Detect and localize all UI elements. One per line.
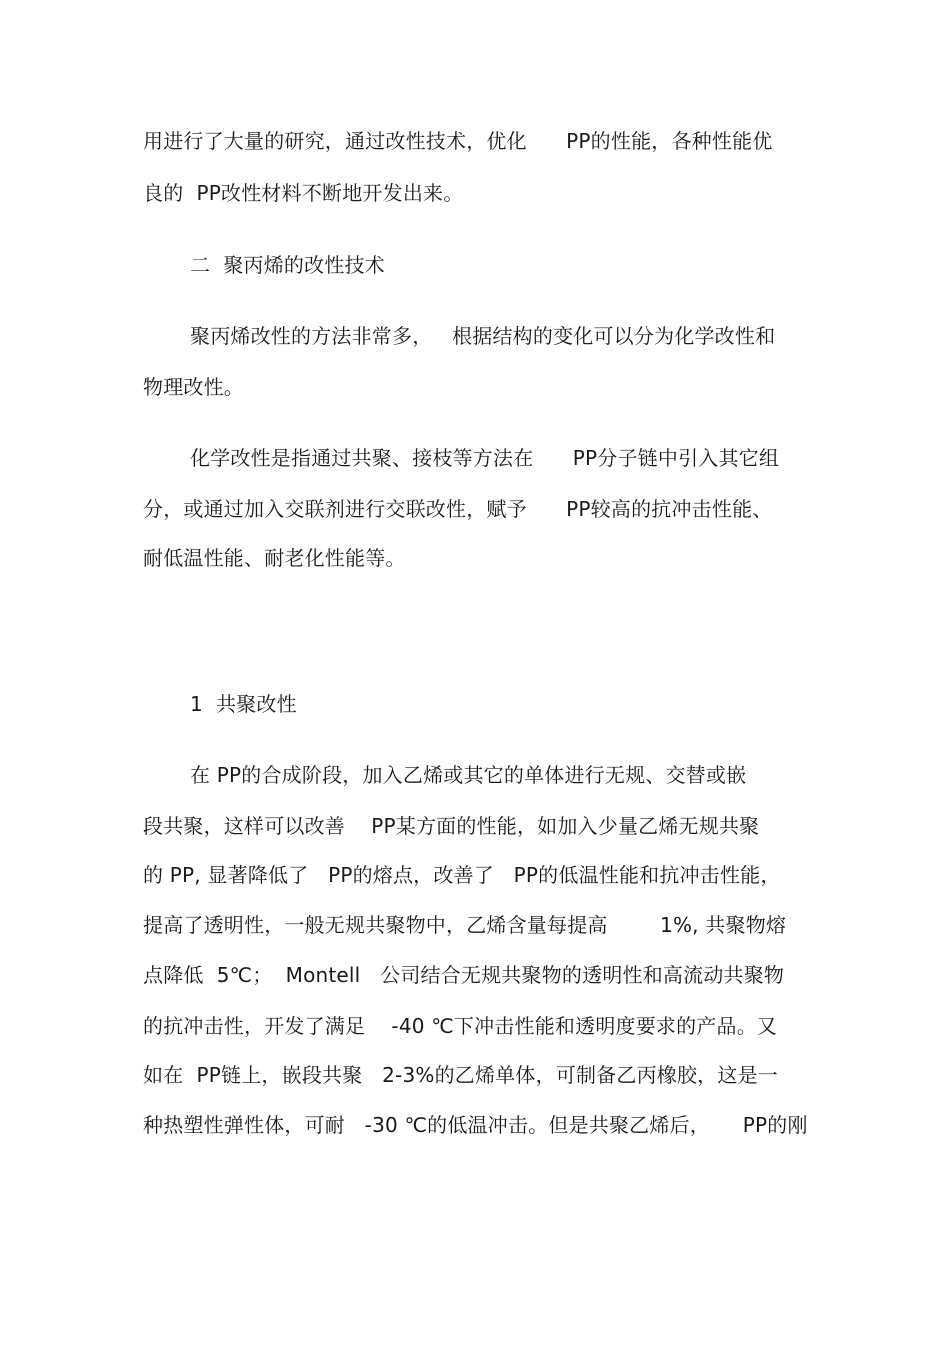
p4-line-7: 如在 PP链上，嵌段共聚 2-3%的乙烯单体，可制备乙丙橡胶，这是一 (143, 1063, 778, 1087)
p4-line-8: 种热塑性弹性体，可耐 -30 ℃的低温冲击。但是共聚乙烯后， PP的刚 (143, 1113, 808, 1137)
p4-line-4: 提高了透明性，一般无规共聚物中，乙烯含量每提高 1%, 共聚物熔 (143, 913, 787, 937)
p4-line-3: 的 PP, 显著降低了 PP的熔点，改善了 PP的低温性能和抗冲击性能， (143, 863, 781, 887)
section-heading-2: 二 聚丙烯的改性技术 (190, 253, 385, 277)
p2-line-2: 物理改性。 (143, 375, 244, 399)
p4-line-2: 段共聚，这样可以改善 PP某方面的性能，如加入少量乙烯无规共聚 (143, 814, 760, 838)
p1-line-1: 用进行了大量的研究，通过改性技术，优化 PP的性能，各种性能优 (143, 129, 773, 153)
p1-line-2: 良的 PP改性材料不断地开发出来。 (143, 181, 464, 205)
section-heading-3: 1 共聚改性 (190, 692, 297, 716)
p3-line-1: 化学改性是指通过共聚、接枝等方法在 PP分子链中引入其它组 (190, 446, 780, 470)
p3-line-3: 耐低温性能、耐老化性能等。 (143, 546, 406, 570)
p2-line-1: 聚丙烯改性的方法非常多， 根据结构的变化可以分为化学改性和 (190, 324, 776, 348)
p4-line-6: 的抗冲击性，开发了满足 -40 ℃下冲击性能和透明度要求的产品。又 (143, 1014, 778, 1038)
p4-line-5: 点降低 5℃； Montell 公司结合无规共聚物的透明性和高流动共聚物 (143, 963, 785, 987)
p4-line-1: 在 PP的合成阶段，加入乙烯或其它的单体进行无规、交替或嵌 (190, 763, 747, 787)
p3-line-2: 分，或通过加入交联剂进行交联改性，赋予 PP较高的抗冲击性能、 (143, 497, 773, 521)
